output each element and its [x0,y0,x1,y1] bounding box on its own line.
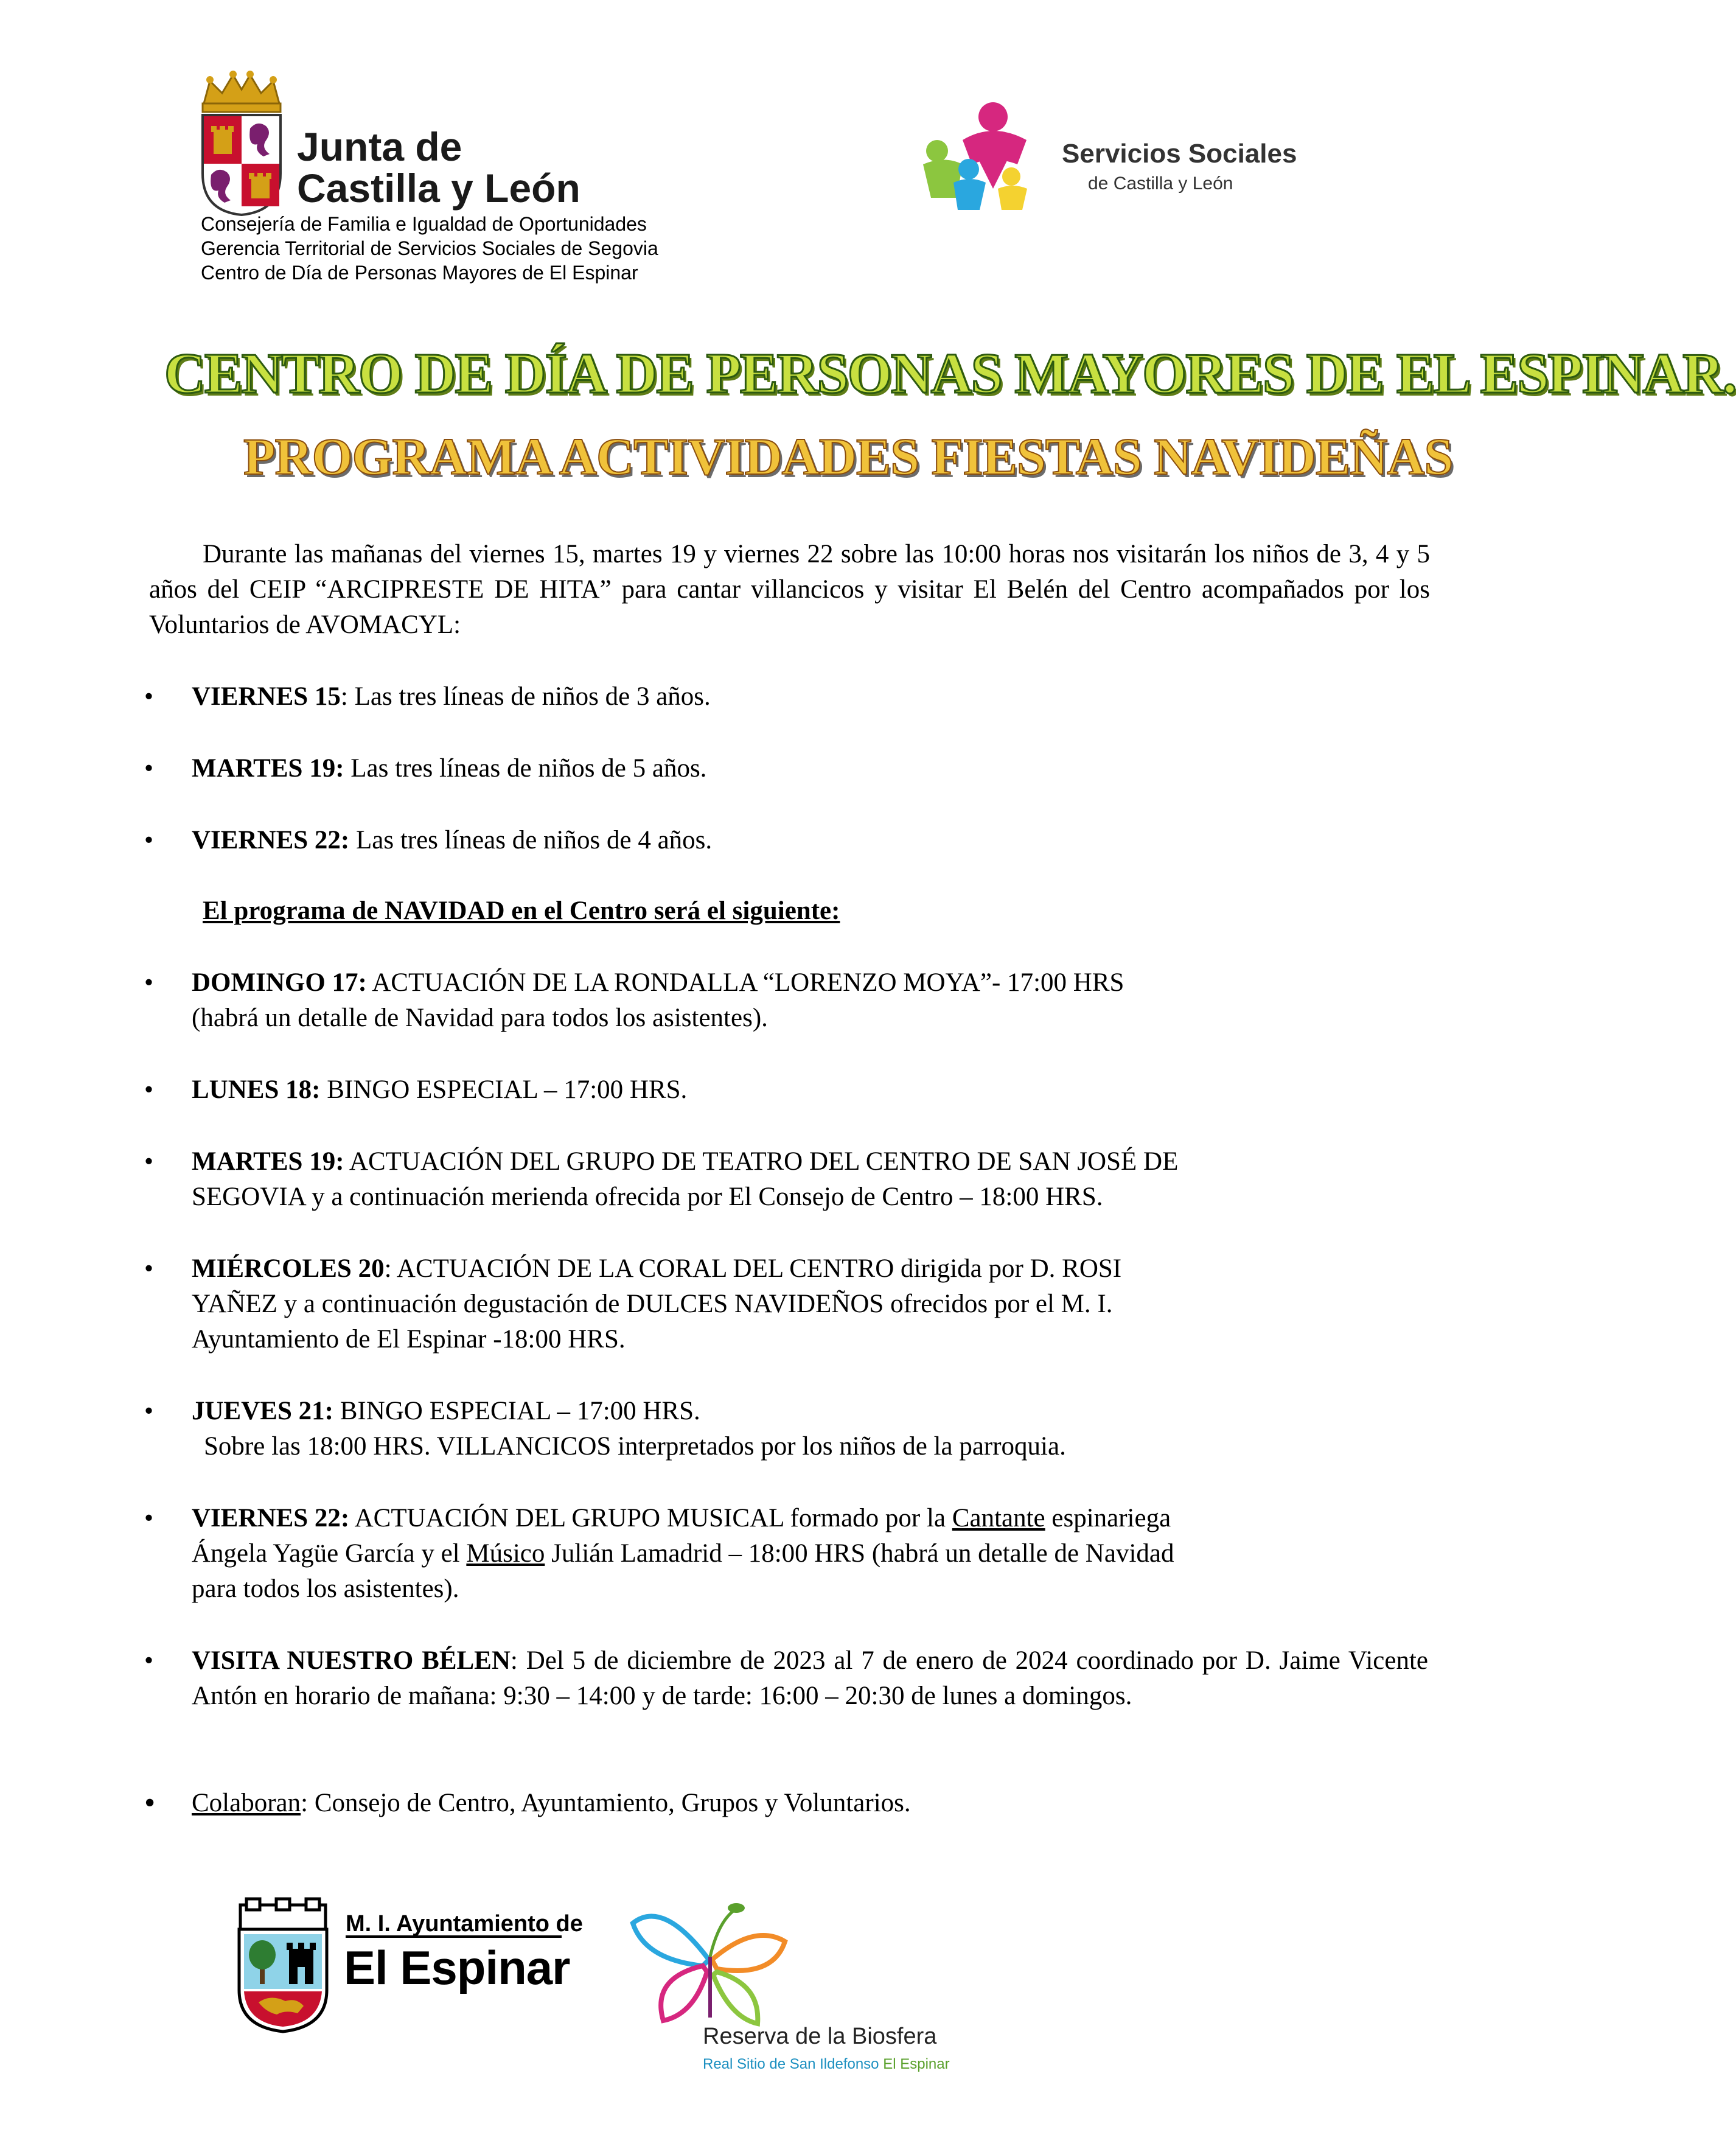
separator [349,826,356,854]
servicios-sociales-subtitle: de Castilla y León [1088,173,1233,194]
underlined-word: Músico [466,1539,545,1568]
bullet-icon: • [144,1075,154,1104]
junta-castilla-leon-shield-icon [198,70,286,216]
program-text: Ayuntamiento de El Espinar -18:00 HRS. [192,1325,626,1354]
intro-text: Durante las mañanas del viernes 15, martes 19 y viernes 22 sobre las 10:00 horas nos visitarán los niños de 3, 4 y 5 años del CEIP “ARCIPRESTE DE HITA” para cantar villancicos y visitar El Belén del Centro acompañados por los Voluntarios de AVOMACYL: [149,540,1430,639]
program-item-monday [144,1072,1428,1108]
program-item-friday [144,1501,1428,1607]
program-heading: El programa de NAVIDAD en el Centro será el siguiente: [203,896,840,925]
list-item [144,679,1428,715]
program-item-belen [144,1643,1428,1714]
bullet-icon: • [144,1397,154,1425]
program-text: ACTUACIÓN DE LA RONDALLA “LORENZO MOYA”- 17:00 HRS [366,968,1124,997]
program-item-tuesday [144,1144,1428,1215]
program-text: Julián Lamadrid – 18:00 HRS (habrá un detalle de Navidad [545,1539,1174,1568]
biosphere-subtitle-part2: El Espinar [883,2056,950,2072]
bullet-icon: • [144,1254,154,1283]
program-item-wednesday [144,1251,1428,1357]
intro-paragraph [149,537,1430,643]
program-text: Sobre las 18:00 HRS. VILLANCICOS interpretados por los niños de la parroquia. [204,1432,1066,1461]
bullet-icon: • [144,754,154,783]
bullet-icon: • [144,1504,154,1532]
visit-text: Las tres líneas de niños de 3 años. [354,682,711,711]
program-item-sunday [144,965,1428,1036]
underlined-word: Cantante [952,1504,1045,1532]
program-text: espinariega [1045,1504,1171,1532]
biosphere-title: Reserva de la Biosfera [703,2024,937,2049]
program-item-thursday [144,1394,1428,1464]
visit-text: Las tres líneas de niños de 5 años. [350,754,707,783]
collaborators-text: : Consejo de Centro, Ayuntamiento, Grupos y Voluntarios. [301,1789,911,1817]
biosphere-butterfly-icon [627,1887,791,2033]
visit-day: VIERNES 15 [192,682,341,711]
biosphere-subtitle [703,2056,950,2073]
program-text: ACTUACIÓN DEL GRUPO DE TEATRO DEL CENTRO DE SAN JOSÉ DE [344,1147,1179,1176]
program-day: MIÉRCOLES 20 [192,1254,385,1283]
program-day: LUNES 18: [192,1075,321,1104]
bullet-icon: • [144,1646,154,1675]
program-day: VIERNES 22: [192,1504,350,1532]
biosphere-subtitle-part1: Real Sitio de San Ildefonso [703,2056,884,2072]
program-text: BINGO ESPECIAL – 17:00 HRS. [333,1397,700,1425]
program-text: : Del 5 de diciembre de 2023 al 7 de enero de 2024 coordinado por D. Jaime Vicente Antón en horario de mañana: 9:30 – 14:00 y de tarde: 16:00 – 20:30 de lunes a domingos. [192,1646,1429,1710]
visit-day: VIERNES 22: [192,826,350,854]
sub-title: PROGRAMA ACTIVIDADES FIESTAS NAVIDEÑAS [243,427,1453,486]
separator: : [340,682,355,711]
el-espinar-shield-icon [234,1899,332,2033]
department-line-3: Centro de Día de Personas Mayores de El Espinar [201,262,638,284]
department-line-1: Consejería de Familia e Igualdad de Oportunidades [201,213,647,235]
department-line-2: Gerencia Territorial de Servicios Sociales de Segovia [201,237,658,259]
bullet-icon: • [144,968,154,997]
main-title: CENTRO DE DÍA DE PERSONAS MAYORES DE EL ESPINAR. [164,342,1736,405]
collaborators-label: Colaboran [192,1789,301,1817]
program-text: Ángela Yagüe García y el [192,1539,467,1568]
program-day: VISITA NUESTRO BÉLEN [192,1646,511,1675]
ayuntamiento-name: El Espinar [344,1941,570,1994]
program-text: SEGOVIA y a continuación merienda ofrecida por El Consejo de Centro – 18:00 HRS. [192,1183,1103,1211]
junta-name-line2: Castilla y León [297,166,580,211]
bullet-icon: • [144,1147,154,1176]
bullet-icon: • [144,826,154,854]
collaborators-item [144,1786,1428,1821]
program-day: JUEVES 21: [192,1397,333,1425]
list-item [144,751,1428,786]
program-text: (habrá un detalle de Navidad para todos los asistentes). [192,1004,768,1032]
visit-day: MARTES 19: [192,754,344,783]
program-text: BINGO ESPECIAL – 17:00 HRS. [320,1075,688,1104]
servicios-sociales-title: Servicios Sociales [1062,139,1297,169]
servicios-sociales-people-icon [920,97,1054,213]
program-text: para todos los asistentes). [192,1574,459,1603]
program-day: MARTES 19: [192,1147,344,1176]
separator [344,754,351,783]
program-text: YAÑEZ y a continuación degustación de DULCES NAVIDEÑOS ofrecidos por el M. I. [192,1290,1113,1318]
program-text: ACTUACIÓN DEL GRUPO MUSICAL formado por la [349,1504,952,1532]
program-text: : ACTUACIÓN DE LA CORAL DEL CENTRO dirigida por D. ROSI [384,1254,1122,1283]
ayuntamiento-label: M. I. Ayuntamiento de [346,1911,583,1937]
visit-text: Las tres líneas de niños de 4 años. [356,826,713,854]
program-day: DOMINGO 17: [192,968,367,997]
bullet-icon: • [144,682,154,711]
junta-name-line1: Junta de [297,124,462,169]
list-item [144,823,1428,858]
bullet-icon: • [144,1786,156,1820]
